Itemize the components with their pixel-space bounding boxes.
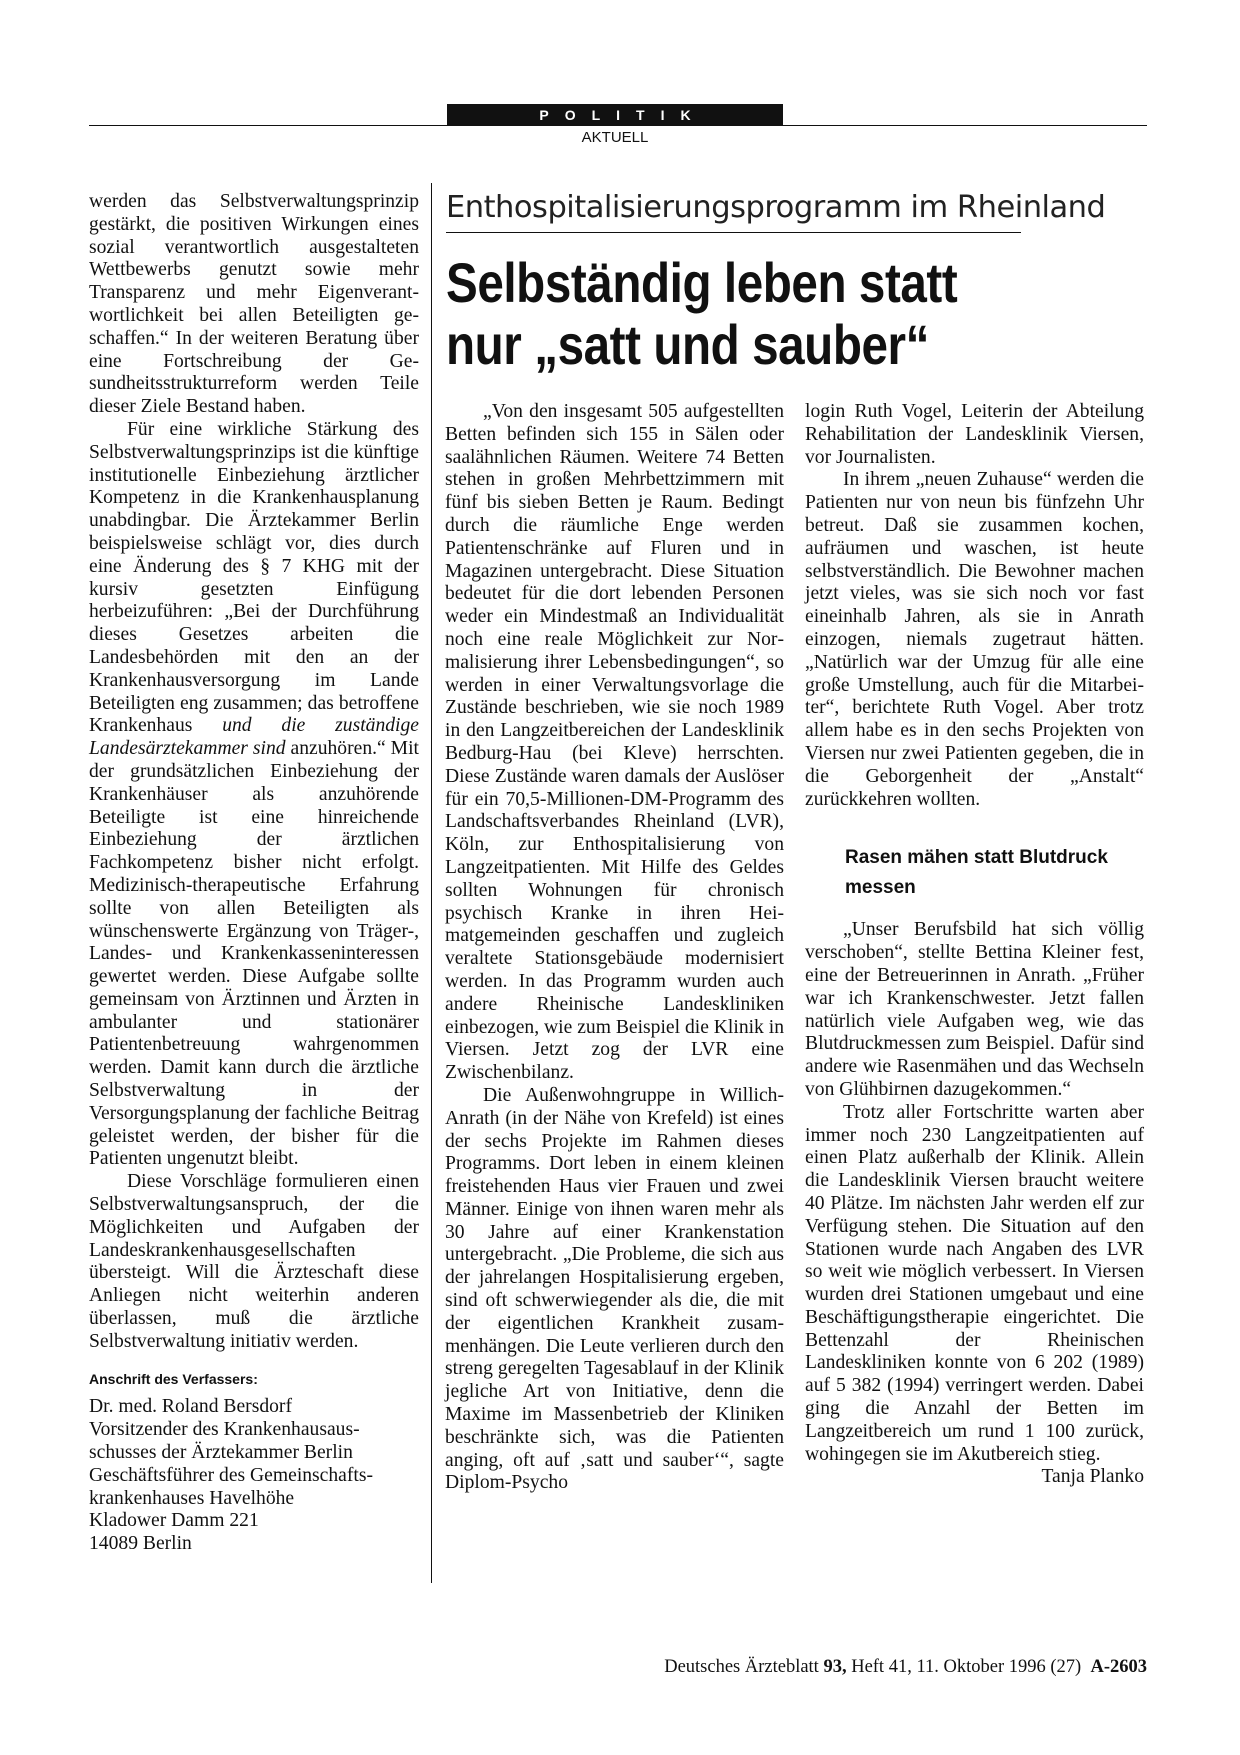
paragraph: „Unser Berufsbild hat sich völlig verschoben“, stellte Bettina Kleiner fest, eine der Betreuerinnen in Anrath. „Früher war ich Krankenschwester. Jetzt fallen natürlich viele Aufgaben weg, wie das Blutdruckmessen zum Beispiel. Dafür sind andere wie Rasenmähen und das Wechseln von Glühbirnen dazugekommen.“ (805, 919, 1144, 1100)
section-kicker-bar (447, 104, 783, 126)
paragraph (805, 1101, 1144, 1488)
issue-info: Heft 41, 11. Oktober 1996 (27) (851, 1657, 1082, 1677)
article-kicker: Enthospitalisierungsprogramm im Rheinland (446, 190, 1106, 225)
address-line: Dr. med. Roland Bersdorf (89, 1396, 292, 1418)
italic-text-run: und die zuständige Landesärztekammer sind (89, 715, 419, 760)
paragraph: login Ruth Vogel, Leiterin der Abteilung Rehabilitation der Landesklinik Viersen, vor Journalisten. (805, 401, 1144, 468)
kicker-rule (446, 232, 1021, 233)
text-run: Für eine wirkliche Stärkung des Selbstverwaltungsprinzips ist die künftige institutionelle Einbeziehung ärztlicher Kompetenz in die Krankenhausplanung unabdingbar. Die Ärztekammer Berlin beispielsweise schlägt vor, dies durch eine Änderung des § 7 KHG mit der kursiv gesetzten Einfügung herbeizuführen: „Bei der Durchführung dieses Gesetzes arbeiten die Landesbehörden mit den an der Krankenhausversorgung im Lande Beteiligten eng zusammen; das betroffene Krankenhaus (89, 418, 419, 737)
paragraph: Diese Vorschläge formulieren einen Selbstverwaltungsanspruch, der die Möglichkeiten und Aufgaben der Landeskrankenhausgesellschaften übersteigt. Will die Ärzteschaft diese Anliegen nicht weiterhin anderen überlassen, muß die ärztliche Selbstverwaltung initiativ werden. (89, 1171, 419, 1352)
section-label: AKTUELL (581, 129, 649, 146)
address-line: Kladower Damm 221 (89, 1510, 259, 1532)
journal-name: Deutsches Ärzteblatt (664, 1657, 819, 1677)
paragraph: In ihrem „neuen Zuhause“ werden die Patienten nur von neun bis fünfzehn Uhr betreut. Daß sie zusammen kochen, aufräumen und waschen, ist heute selbstverständlich. Die Bewohner machen jetzt vieles, was sie sich noch vor fast eineinhalb Jahren, als sie in Anrath einzogen, niemals zugetraut hätten. „Natürlich war der Umzug für alle eine große Umstellung, auch für die Mitarbeiter“, berichtete Ruth Vogel. Aber trotz allem habe es in den sechs Projekten von Viersen nur zwei Patienten gegeben, die in die Geborgenheit der „Anstalt“ zurückkehren wollten. (805, 469, 1144, 810)
text-run: Trotz aller Fortschritte warten aber immer noch 230 Langzeitpatienten auf einen Platz außerhalb der Klinik. Allein die Landesklinik Viersen braucht weitere 40 Plätze. Im nächsten Jahr werden elf zur Verfügung stehen. Die Situation auf den Stationen wurde nach Angaben des LVR so weit wie möglich verbessert. In Viersen wurden drei Stationen umgebaut und eine Beschäftigungstherapie eingerichtet. Die Bettenzahl der Rheinischen Landeskliniken konnte von 6 202 (1989) auf 5 382 (1994) verringert werden. Dabei ging die Anzahl der Betten im Langzeitbereich um rund 1 100 zurück, wohingegen sie im Akutbereich stieg. (805, 1101, 1144, 1465)
article-headline: Selbständig leben statt nur „satt und sauber“ (446, 251, 958, 376)
address-line: Geschäftsführer des Gemeinschaftskrankenhauses Havelhöhe (89, 1464, 374, 1509)
text-run: anzuhören.“ Mit der grundsätzlichen Einbeziehung der Krankenhäuser als anzuhörende Beteiligte ist eine hinreichende Einbeziehung der ärztlichen Fachkompetenz bisher nicht erfolgt. Medizinisch-therapeutische Erfahrung sollte von allen Beteiligten als wünschenswerte Ergänzung von Träger-, Landes- und Krankenkasseninteressen gewertet werden. Diese Aufgabe sollte gemeinsam von Ärztinnen und Ärzten in ambulanter und stationärer Patientenbetreuung wahrgenommen werden. Damit kann durch die ärztliche Selbstverwaltung in der Versorgungsplanung der fachliche Beitrag geleistet werden, der bisher für die Patienten ungenutzt bleibt. (89, 738, 419, 1170)
header-rule (89, 125, 1147, 126)
section-kicker: POLITIK (539, 107, 707, 123)
article-subhead: Rasen mähen statt Blutdruck messen (845, 847, 1108, 899)
volume: 93, (823, 1657, 847, 1677)
paragraph: Die Außenwohngruppe in Willich-Anrath (in der Nähe von Krefeld) ist eines der sechs Projekte im Rahmen dieses Programms. Dort leben in einem kleinen freistehenden Haus vier Frauen und zwei Männer. Einige von ihnen waren mehr als 30 Jahre auf einer Krankenstation untergebracht. „Die Probleme, die sich aus der jahrelangen Hospitalisierung ergeben, sind oft schwerwiegender als die, die mit der eigentlichen Krankheit zusammenhängen. Die Leute verlieren durch den streng geregelten Tagesablauf in der Klinik jegliche Art von Initiative, denn die Maxime im Massenbetrieb der Kliniken beschränkte sich, was die Patienten anging, oft auf ‚satt und sauber‘“, sagte Diplom-Psycho (445, 1084, 784, 1494)
page-number: A-2603 (1090, 1657, 1147, 1677)
column-right (805, 401, 1144, 1489)
paragraph: „Von den insgesamt 505 aufgestellten Betten befinden sich 155 in Sälen oder saalähnlichen Räumen. Weitere 74 Betten stehen in großen Mehrbettzimmern mit fünf bis sieben Betten je Raum. Bedingt durch die räumliche Enge werden Patientenschränke auf Fluren und in Magazinen untergebracht. Diese Situation bedeutet für die dort lebenden Personen weder ein Mindestmaß an Individualität noch eine reale Möglichkeit zur Normalisierung ihrer Lebensbedingungen“, so werden in einer Verwaltungsvorlage die Zustände beschrieben, wie sie noch 1989 in den Langzeitbereichen der Landesklinik Bedburg-Hau (bei Kleve) herrschten. Diese Zustände waren damals der Auslöser für ein 70,5-Millionen-DM-Programm des Landschaftsverbandes Rheinland (LVR), Köln, zur Enthospitalisierung von Langzeitpatienten. Mit Hilfe des Geldes sollten Wohnungen für chronisch psychisch Kranke in ihren Heimatgemeinden geschaffen und zugleich veraltete Stationsgebäude modernisiert werden. In das Programm wurden auch andere Rheinische Landeskliniken einbezogen, wie zum Beispiel die Klinik in Viersen. Jetzt zog der LVR eine Zwischenbilanz. (445, 401, 784, 1084)
column-middle (445, 401, 784, 1495)
address-label: Anschrift des Verfassers: (89, 1370, 258, 1387)
address-line: Vorsitzender des Krankenhausausschusses der Ärztekammer Berlin (89, 1419, 360, 1464)
address-line: 14089 Berlin (89, 1533, 192, 1555)
paragraph (89, 419, 419, 1171)
column-divider (431, 183, 432, 1583)
author-address (89, 1396, 419, 1556)
page-footer (664, 1657, 1147, 1678)
column-left (89, 191, 419, 1556)
paragraph: werden das Selbstverwaltungsprinzip gestärkt, die positiven Wirkungen eines sozial verantwortlich ausgestalteten Wettbewerbs genutzt sowie mehr Transparenz und mehr Eigenverantwortlichkeit bei allen Beteiligten geschaffen.“ In der weiteren Beratung über eine Fortschreibung der Gesundheitsstrukturreform werden Teile dieser Ziele Bestand haben. (89, 191, 419, 418)
author-name: Tanja Planko (1041, 1466, 1144, 1488)
